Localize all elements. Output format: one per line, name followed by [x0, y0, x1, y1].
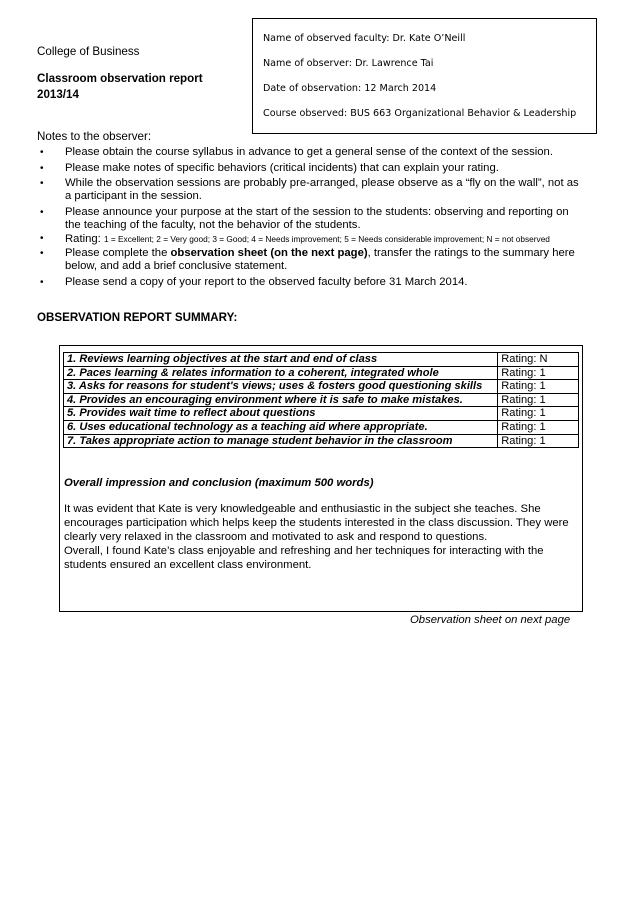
table-row: [64, 380, 579, 394]
table-row: [64, 353, 579, 367]
list-item: [37, 146, 582, 159]
note-text: , transfer the ratings to the summary here below, and add a brief conclusive statement.: [65, 247, 575, 273]
criterion-cell: 4. Provides an encouraging environment where it is safe to make mistakes.: [64, 393, 498, 407]
summary-box: [59, 345, 583, 612]
list-item: [37, 206, 582, 232]
rating-cell: Rating: 1: [498, 434, 579, 448]
note-text: Please send a copy of your report to the observed faculty before 31 March 2014.: [65, 276, 468, 289]
criterion-cell: 1. Reviews learning objectives at the start and end of class: [64, 353, 498, 367]
table-row: [64, 407, 579, 421]
list-item: [37, 276, 582, 289]
observed-faculty: Name of observed faculty: Dr. Kate O’Neill: [263, 33, 466, 44]
rating-cell: Rating: 1: [498, 420, 579, 434]
bullet-icon: •: [40, 277, 44, 289]
note-text: Please announce your purpose at the start of the session to the students: observing and reporting on the teaching of the faculty, not the behavior of the students.: [65, 205, 569, 231]
bullet-icon: •: [40, 248, 44, 260]
table-row: [64, 393, 579, 407]
bullet-icon: •: [40, 178, 44, 190]
notes-heading: Notes to the observer:: [37, 130, 152, 143]
table-row: [64, 366, 579, 380]
overall-heading: Overall impression and conclusion (maximum 500 words): [64, 477, 374, 489]
rating-cell: Rating: 1: [498, 380, 579, 394]
report-title: [37, 71, 203, 102]
note-emphasis: observation sheet (on the next page): [170, 247, 368, 260]
note-text: While the observation sessions are probably pre-arranged, please observe as a “fly on the wall”, not as a participant in the session.: [65, 177, 579, 203]
bullet-icon: •: [40, 206, 44, 218]
rating-cell: Rating: 1: [498, 407, 579, 421]
rating-cell: Rating: 1: [498, 366, 579, 380]
observer-name: Name of observer: Dr. Lawrence Tai: [263, 58, 434, 69]
report-year: 2013/14: [37, 87, 79, 101]
list-item: [37, 177, 582, 203]
report-title-line: Classroom observation report: [37, 72, 203, 85]
rating-cell: Rating: N: [498, 353, 579, 367]
criterion-cell: 6. Uses educational technology as a teaching aid where appropriate.: [64, 420, 498, 434]
notes-list: [37, 146, 582, 292]
criterion-cell: 2. Paces learning & relates information to a coherent, integrated whole: [64, 366, 498, 380]
rating-cell: Rating: 1: [498, 393, 579, 407]
rating-label: Rating:: [65, 233, 104, 246]
criterion-cell: 3. Asks for reasons for student's views; uses & fosters good questioning skills: [64, 380, 498, 394]
course-observed: Course observed: BUS 663 Organizational Behavior & Leadership: [263, 108, 577, 119]
bullet-icon: •: [40, 147, 44, 158]
conclusion-paragraph: Overall, I found Kate’s class enjoyable and refreshing and her techniques for interacting with the students ensured an excellent class environment.: [64, 545, 544, 571]
college-name: College of Business: [37, 45, 140, 58]
observation-info-box: [252, 18, 597, 134]
list-item: [37, 162, 582, 175]
table-row: [64, 420, 579, 434]
bullet-icon: •: [40, 233, 44, 245]
list-item: [37, 234, 582, 245]
criterion-cell: 5. Provides wait time to reflect about questions: [64, 407, 498, 421]
conclusion-paragraph: It was evident that Kate is very knowledgeable and enthusiastic in the subject she teaches. She encourages participation which helps keep the students interested in the class discussion. They were clearly very relaxed in the classroom and motivated to ask and respond to questions.: [64, 503, 569, 543]
note-text: Please make notes of specific behaviors (critical incidents) that can explain your rating.: [65, 161, 499, 174]
observation-date: Date of observation: 12 March 2014: [263, 83, 437, 94]
ratings-table: [63, 352, 579, 448]
next-page-note: Observation sheet on next page: [410, 614, 571, 626]
overall-conclusion: [64, 502, 574, 572]
list-item: [37, 247, 582, 273]
bullet-icon: •: [40, 162, 44, 174]
table-row: [64, 434, 579, 448]
note-text: Please obtain the course syllabus in advance to get a general sense of the context of the session.: [65, 146, 553, 158]
rating-scale: 1 = Excellent; 2 = Very good; 3 = Good; 4 = Needs improvement; 5 = Needs considerable improvement; N = not observed: [103, 234, 550, 245]
note-text: Please complete the: [65, 247, 171, 260]
summary-heading: OBSERVATION REPORT SUMMARY:: [37, 311, 238, 324]
criterion-cell: 7. Takes appropriate action to manage student behavior in the classroom: [64, 434, 498, 448]
